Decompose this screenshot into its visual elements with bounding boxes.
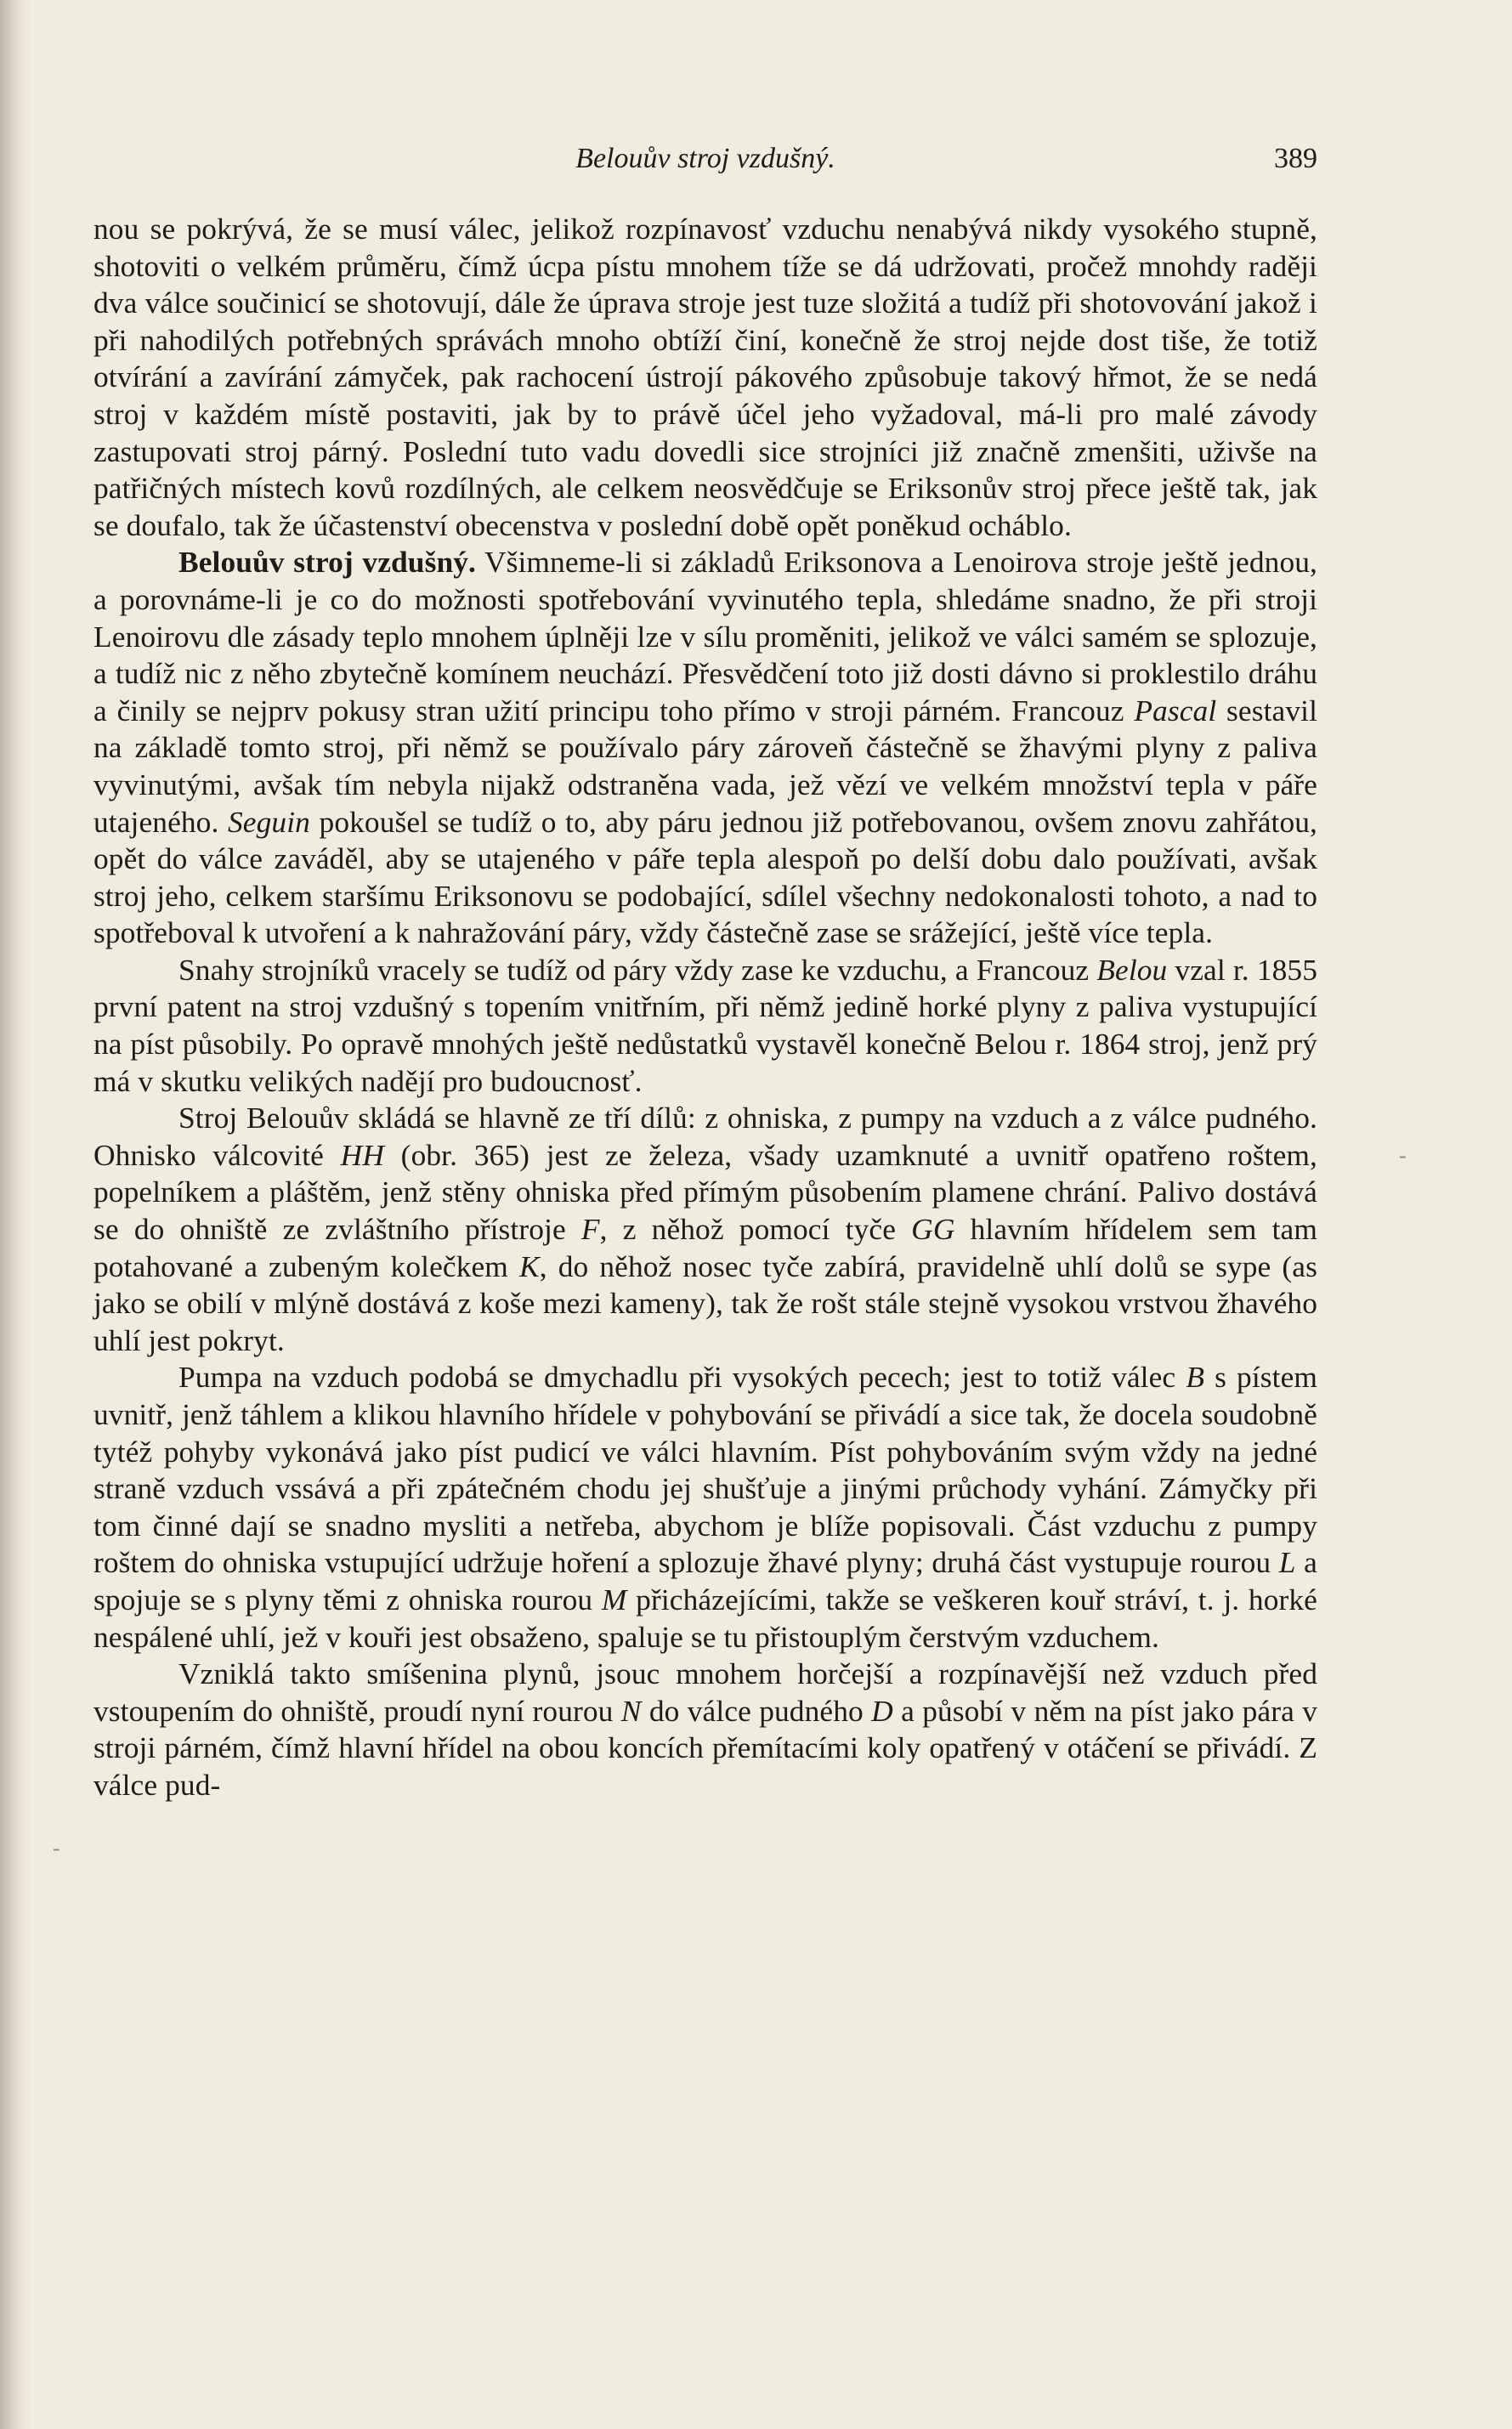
text-run: , do něhož nosec tyče zabírá, pravidelně uhlí dolů se sype (as jako se obilí v mlýně dostává z koše mezi kameny), tak že rošt stále stejně vysokou vrstvou žhavého uhlí jest pokryt.: [93, 1248, 1317, 1357]
page-header: [93, 139, 1317, 178]
text-run: Stroj Belouův skládá se hlavně ze tří dílů: z ohniska, z pumpy na vzduch a z válce pudného. Ohnisko válcovité: [93, 1101, 1317, 1172]
paragraph: [93, 544, 1317, 952]
margin-mark: -: [53, 1836, 60, 1860]
text-run: Pumpa na vzduch podobá se dmychadlu při vysokých pecech; jest to totiž válec: [178, 1360, 1186, 1395]
italic-term: F: [580, 1212, 600, 1247]
italic-term: HH: [340, 1137, 384, 1172]
italic-term: N: [620, 1693, 642, 1728]
section-heading: Belouův stroj vzdušný.: [178, 545, 476, 580]
text-run: hlavním hřídelem sem tam potahované a zubeným kolečkem: [93, 1212, 1317, 1283]
paragraph: [93, 211, 1317, 544]
text-run: nou se pokrývá, že se musí válec, jelikož rozpínavosť vzduchu nenabývá nikdy vysokého stupně, shotoviti o velkém průměru, čímž úcpa pístu mnohem tíže se dá udržovati, pročež mnohdy raději dva válce součinicí se shotovují, dále že úprava stroje jest tuze složitá a tudíž při shotovování jakož i při nahodilých potřebných správách mnoho obtíží činí, konečně že stroj nejde dost tiše, že totiž otvírání a zavírání zámyček, pak rachocení ústrojí pákového způsobuje takový hřmot, že se nedá stroj v každém místě postaviti, jak by to právě účel jeho vyžadoval, má-li pro malé závody zastupovati stroj párný. Poslední tuto vadu dovedli sice strojníci již značně zmenšiti, uživše na patřičných místech kovů rozdílných, ale celkem neosvědčuje se Eriksonův stroj přece ještě tak, jak se doufalo, tak že účastenství obecenstva v poslední době opět poněkud ocháblo.: [93, 212, 1317, 542]
text-run: a spojuje se s plyny těmi z ohniska rourou: [93, 1545, 1317, 1617]
running-title: Belouův stroj vzdušný.: [575, 143, 835, 174]
paragraph: [93, 1359, 1317, 1656]
italic-term: GG: [911, 1212, 955, 1247]
text-run: do válce pudného: [641, 1693, 872, 1728]
italic-term: L: [1278, 1545, 1296, 1580]
page-number: 389: [1274, 143, 1317, 174]
text-run: přicházejícími, takže se veškeren kouř stráví, t. j. horké nespálené uhlí, jež v kouři jest obsaženo, spaluje se tu přistouplým čerstvým vzduchem.: [93, 1582, 1317, 1654]
text-run: Všimneme-li si základů Eriksonova a Lenoirova stroje ještě jednou, a porovnáme-li je co do možnosti spotřebování vyvinutého tepla, shledáme snadno, že při stroji Lenoirovu dle zásady teplo mnohem úplněji lze v sílu proměniti, jelikož ve válci samém se splozuje, a tudíž nic z něho zbytečně komínem neuchází. Přesvědčení toto již dosti dávno si proklestilo dráhu a činily se nejprv pokusy stran užití principu toho přímo v stroji párném. Francouz: [93, 545, 1317, 728]
paragraph: [93, 1100, 1317, 1359]
body-text: [93, 211, 1317, 1804]
text-run: Vzniklá takto smíšenina plynů, jsouc mnohem horčejší a rozpínavější než vzduch před vstoupením do ohniště, proudí nyní rourou: [93, 1656, 1317, 1728]
margin-mark: -: [1399, 1143, 1407, 1168]
italic-term: Seguin: [228, 804, 310, 839]
italic-term: D: [871, 1693, 893, 1728]
text-run: Snahy strojníků vracely se tudíž od páry vždy zase ke vzduchu, a Francouz: [178, 952, 1097, 987]
paragraph: [93, 1656, 1317, 1803]
italic-term: K: [518, 1248, 540, 1283]
text-run: s pístem uvnitř, jenž táhlem a klikou hlavního hřídele v pohybování se přivádí a sice tak, že docela soudobně tytéž pohyby vykonává jako píst pudicí ve válci hlavním. Píst pohybováním svým vždy na jedné straně vzduch vssává a při zpátečném chodu jej shušťuje a jinými průchody vyhání. Zámyčky při tom činné dají se snadno mysliti a netřeba, abychom je blíže popisovali. Část vzduchu z pumpy roštem do ohniska vstupující udržuje hoření a splozuje žhavé plyny; druhá část vystupuje rourou: [93, 1360, 1317, 1580]
text-run: , z něhož pomocí tyče: [599, 1212, 912, 1247]
italic-term: Pascal: [1134, 693, 1217, 728]
text-run: sestavil na základě tomto stroj, při němž se používalo páry zároveň částečně se žhavými plyny z paliva vyvinutými, avšak tím nebyla nijakž odstraněna vada, jež vězí ve velkém množství tepla v páře utajeného.: [93, 693, 1318, 839]
text-run: vzal r. 1855 první patent na stroj vzdušný s topením vnitřním, při němž jedině horké plyny z paliva vystupující na píst působily. Po opravě mnohých ještě nedůstatků vystavěl konečně Belou r. 1864 stroj, jenž prý má v skutku velikých nadějí pro budoucnosť.: [93, 952, 1317, 1098]
italic-term: Belou: [1096, 952, 1168, 987]
text-run: pokoušel se tudíž o to, aby páru jednou již potřebovanou, ovšem znovu zahřátou, opět do válce zaváděl, aby se utajeného v páře tepla alespoň po delší dobu dalo používati, avšak stroj jeho, celkem staršímu Eriksonovu se podobající, sdílel všechny nedokonalosti tohoto, a nad to spotřeboval k utvoření a k nahražování páry, vždy částečně zase se srážející, ještě více tepla.: [93, 804, 1317, 950]
italic-term: B: [1186, 1360, 1205, 1395]
paragraph: [93, 952, 1317, 1100]
italic-term: M: [601, 1582, 627, 1617]
page-gutter-shadow: [0, 0, 31, 2429]
text-run: a působí v něm na píst jako pára v stroji párném, čímž hlavní hřídel na obou koncích přemítacími koly opatřený v otáčení se přivádí. Z válce pud-: [93, 1693, 1317, 1802]
text-run: (obr. 365) jest ze železa, všady uzamknuté a uvnitř opatřeno roštem, popelníkem a pláštěm, jenž stěny ohniska před přímým působením plamene chrání. Palivo dostává se do ohniště ze zvláštního přístroje: [93, 1137, 1318, 1247]
